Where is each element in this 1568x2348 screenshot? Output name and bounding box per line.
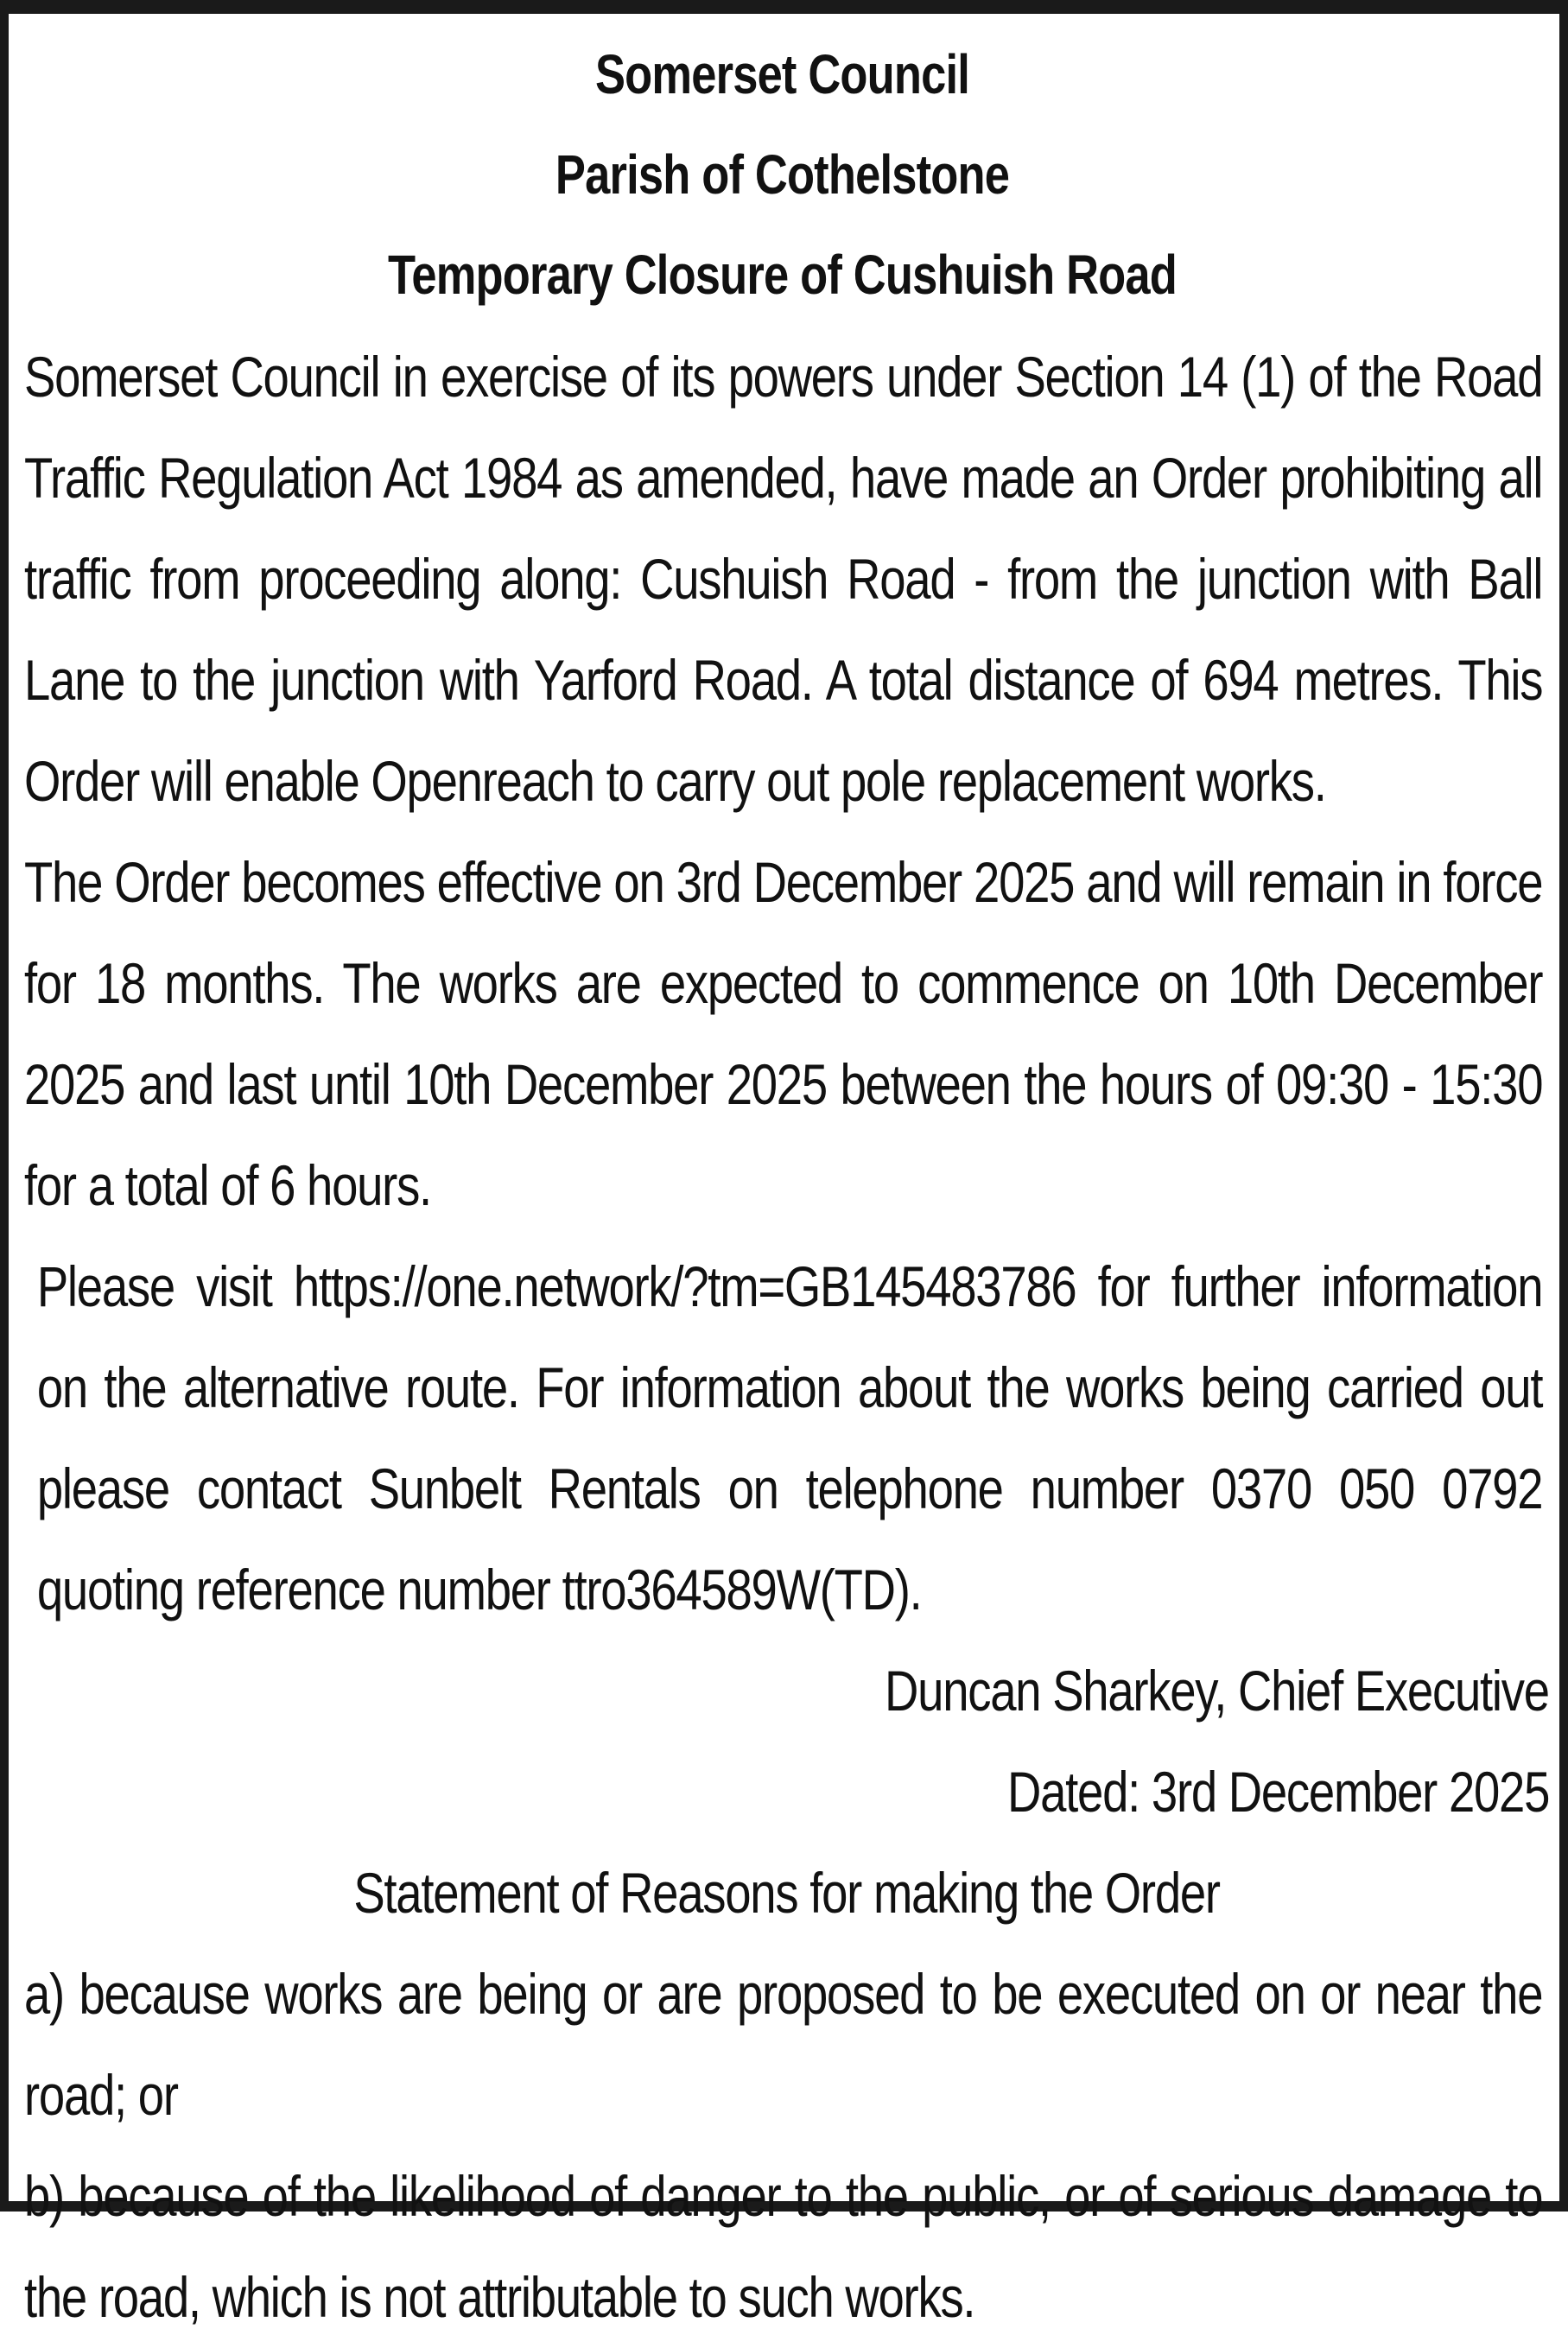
- further-info-paragraph: Please visit https://one.network/?tm=GB145483786 for further information on the alternative route. For information about the works being carried out please contact Sunbelt Rentals on telephone number 0370 050 0792 quoting reference number ttro364589W(TD).: [36, 1254, 1543, 1621]
- reason-a: a) because works are being or are proposed to be executed on or near the road; or: [24, 1962, 1543, 2127]
- reason-b: b) because of the likelihood of danger to the public, or of serious damage to the road, which is not attributable to such works.: [24, 2164, 1543, 2329]
- notice-body: [24, 327, 1542, 1640]
- order-paragraph: Somerset Council in exercise of its powers under Section 14 (1) of the Road Traffic Regulation Act 1984 as amended, have made an Order prohibiting all traffic from proceeding along: Cushuish Road - from the junction with Ball Lane to the junction with Yarford Road. A total distance of 694 metres. This Order will enable Openreach to carry out pole replacement works.: [24, 345, 1543, 813]
- parish-name: Parish of Cothelstone: [555, 143, 1010, 206]
- signatory-name: [24, 1640, 1549, 1742]
- signatory-name-text: Duncan Sharkey, Chief Executive: [885, 1659, 1549, 1723]
- notice-title: Temporary Closure of Cushuish Road: [388, 244, 1177, 306]
- dated-line-text: Dated: 3rd December 2025: [1006, 1760, 1549, 1824]
- reasons-title: [24, 1843, 1549, 1944]
- notice-heading: [24, 24, 1540, 327]
- dated-line: [24, 1742, 1549, 1843]
- effective-dates-paragraph: The Order becomes effective on 3rd December 2025 and will remain in force for 18 months. The works are expected to commence on 10th December 2025 and last until 10th December 2025 between the hours of 09:30 - 15:30 for a total of 6 hours.: [24, 850, 1543, 1217]
- council-name: Somerset Council: [594, 43, 970, 105]
- reasons-list: [24, 1944, 1542, 2348]
- reasons-title-text: Statement of Reasons for making the Order: [353, 1861, 1220, 1925]
